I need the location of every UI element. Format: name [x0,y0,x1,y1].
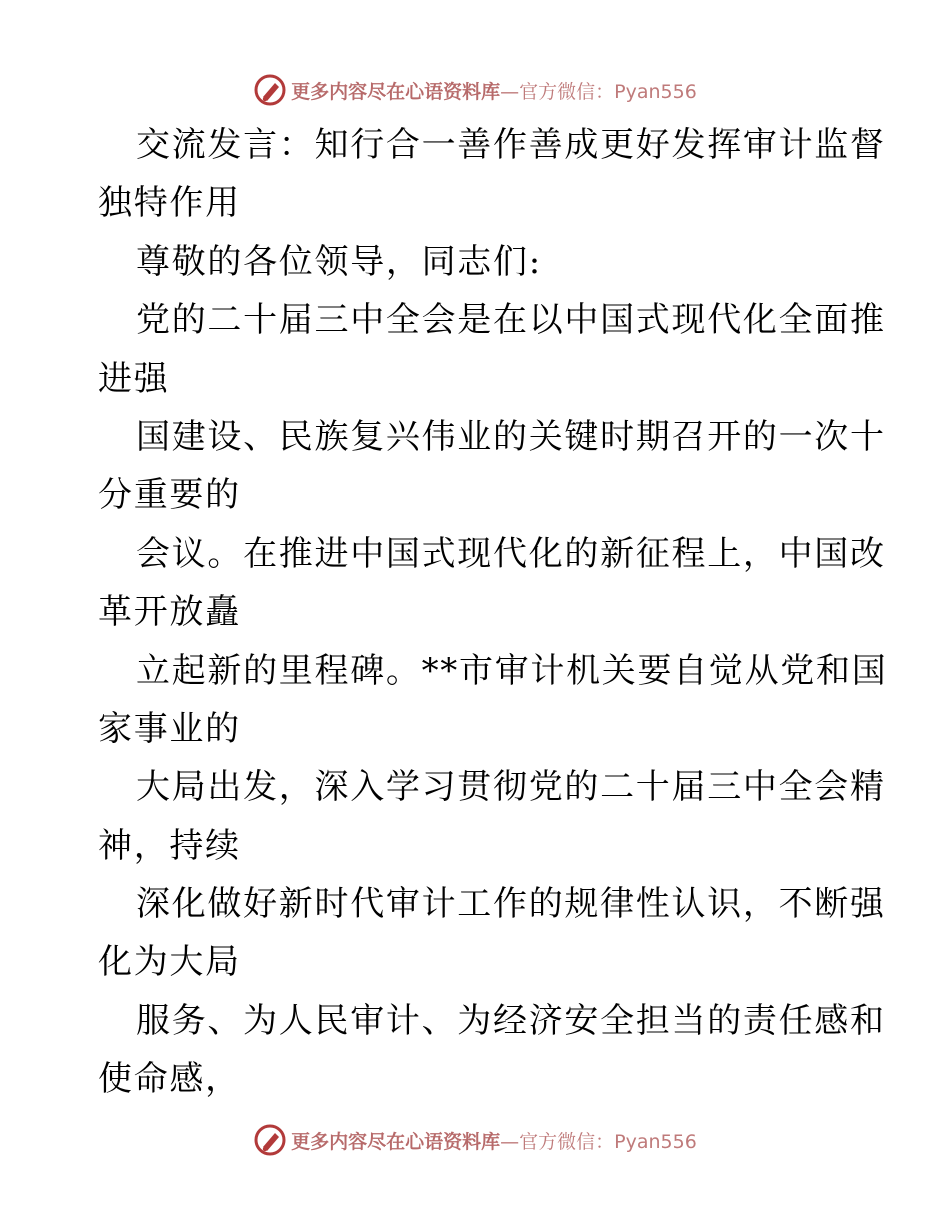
document-line: 深化做好新时代审计工作的规律性认识，不断强 [136,884,886,925]
header-banner [0,70,950,110]
document-body [98,116,888,1109]
document-line: 交流发言：知行合一善作善成更好发挥审计监督 [136,125,886,165]
document-line: 分重要的 [98,475,241,516]
document-line: 进强 [98,358,170,399]
document-line: 尊敬的各位领导，同志们: [136,241,542,282]
document-line: 服务、为人民审计、为经济安全担当的责任感和 [136,1000,886,1041]
document-line: 化为大局 [98,942,241,983]
document-line: 家事业的 [98,708,241,749]
banner-wechat: —官方微信：Pyan556 [500,1130,697,1153]
document-line: 独特作用 [98,183,241,224]
document-line: 立起新的里程碑。**市审计机关要自觉从党和国 [136,650,888,691]
document-line: 革开放矗 [98,592,241,633]
pen-nib-logo-icon [253,73,287,107]
document-line: 大局出发，深入学习贯彻党的二十届三中全会精 [136,767,886,808]
banner-wechat: —官方微信：Pyan556 [500,80,697,103]
banner-text: 更多内容尽在心语资料库 [291,1130,501,1153]
document-line: 会议。在推进中国式现代化的新征程上，中国改 [136,533,886,574]
document-line: 国建设、民族复兴伟业的关键时期召开的一次十 [136,416,886,457]
document-line: 使命感， [98,1059,241,1100]
document-line: 党的二十届三中全会是在以中国式现代化全面推 [136,300,886,341]
pen-nib-logo-icon [253,1123,287,1157]
footer-banner [0,1120,950,1160]
document-line: 神，持续 [98,825,241,866]
banner-text: 更多内容尽在心语资料库 [291,80,501,103]
